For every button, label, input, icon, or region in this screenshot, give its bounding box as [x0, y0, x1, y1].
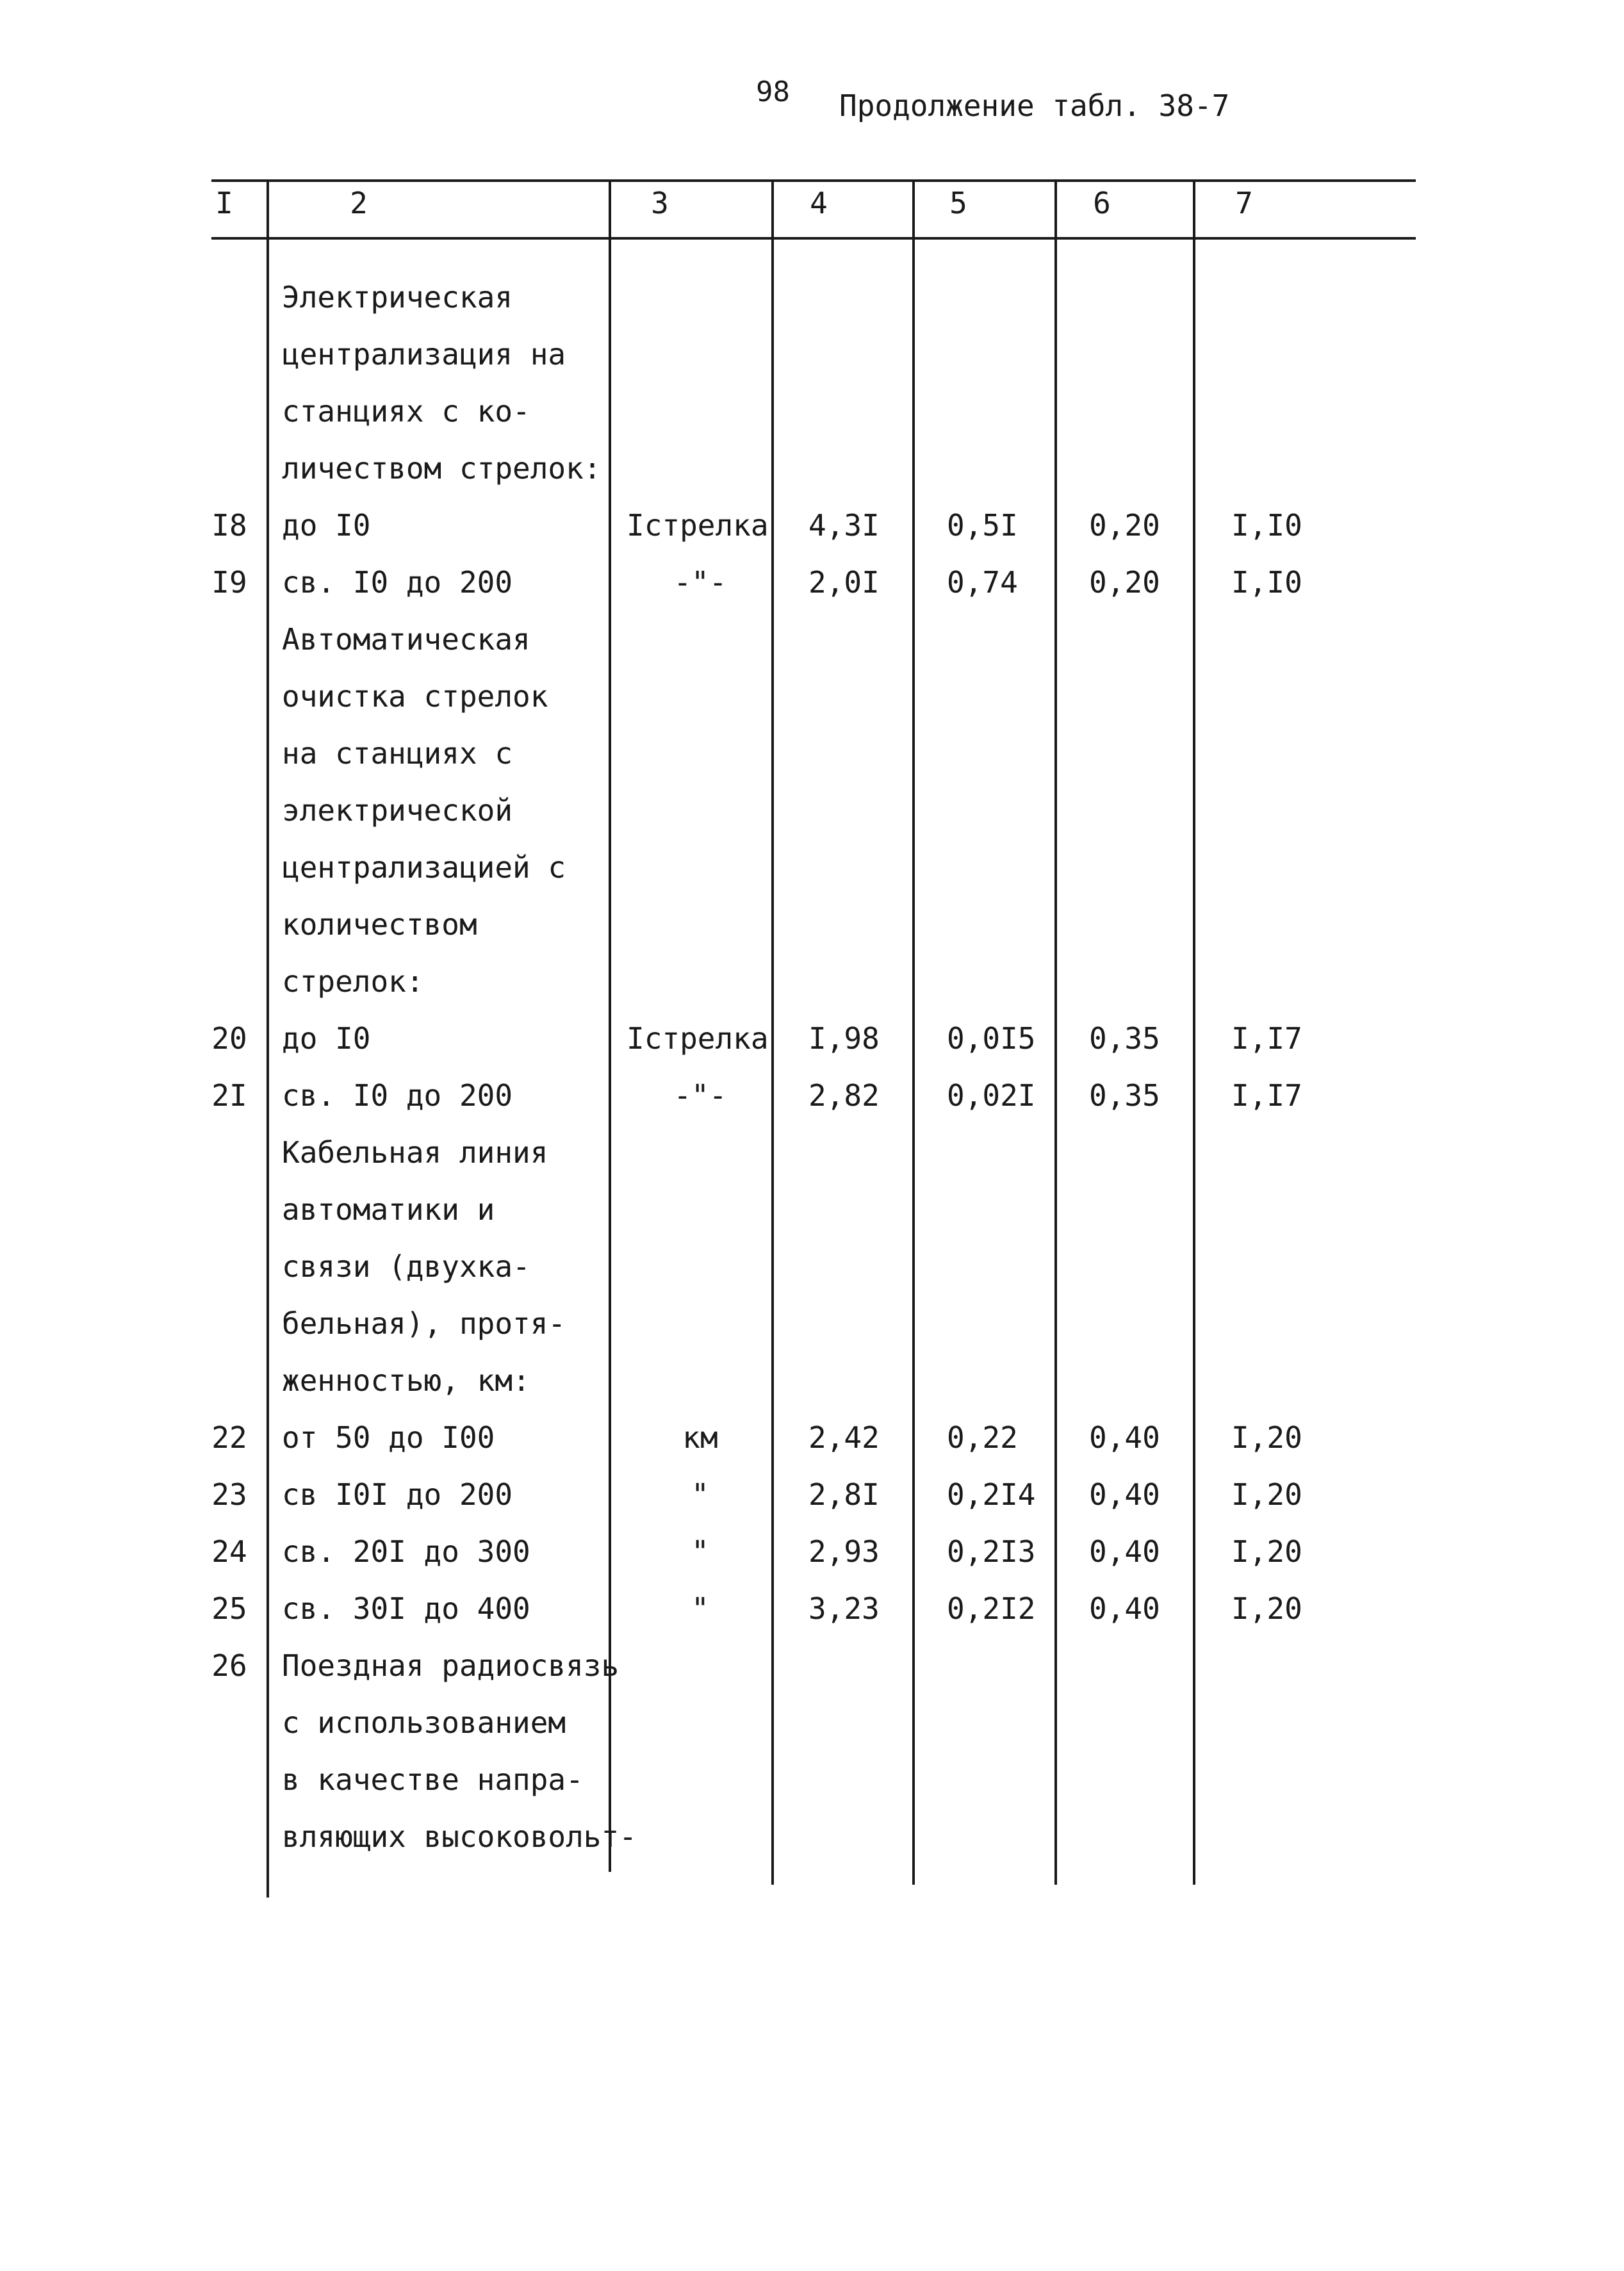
row-unit: -"- — [673, 565, 727, 600]
table-row — [0, 1067, 1624, 1124]
row-description: количеством — [282, 907, 477, 942]
column-number: 4 — [810, 186, 828, 220]
row-description: Автоматическая — [282, 622, 530, 657]
column-number: I — [215, 186, 233, 220]
row-value-col5: 0,0I5 — [947, 1021, 1036, 1056]
row-value-col5: 0,2I2 — [947, 1591, 1036, 1626]
row-description: женностью, км: — [282, 1363, 530, 1398]
table-row — [0, 1694, 1624, 1751]
row-value-col7: I,I0 — [1231, 508, 1302, 543]
column-number: 3 — [651, 186, 669, 220]
row-value-col5: 0,2I4 — [947, 1477, 1036, 1512]
row-description: Кабельная линия — [282, 1135, 548, 1170]
table-row — [0, 1751, 1624, 1808]
table-row — [0, 1409, 1624, 1466]
table-top-rule — [211, 179, 1416, 182]
row-value-col5: 0,74 — [947, 565, 1018, 600]
row-value-col7: I,20 — [1231, 1420, 1302, 1455]
page-number: 98 — [756, 76, 790, 108]
row-value-col7: I,20 — [1231, 1477, 1302, 1512]
table-row — [0, 839, 1624, 896]
row-value-col4: 2,82 — [808, 1078, 880, 1113]
row-value-col7: I,I7 — [1231, 1021, 1302, 1056]
row-value-col4: 2,93 — [808, 1534, 880, 1569]
table-row — [0, 1010, 1624, 1067]
row-description: электрической — [282, 793, 513, 828]
row-description: до I0 — [282, 508, 371, 543]
table-row — [0, 497, 1624, 554]
row-number: 23 — [211, 1477, 247, 1512]
column-number: 6 — [1093, 186, 1111, 220]
row-value-col6: 0,40 — [1089, 1591, 1160, 1626]
row-description: св. I0 до 200 — [282, 1078, 513, 1113]
row-value-col5: 0,5I — [947, 508, 1018, 543]
row-value-col7: I,20 — [1231, 1534, 1302, 1569]
table-caption: Продолжение табл. 38-7 — [839, 88, 1230, 123]
row-value-col4: 2,42 — [808, 1420, 880, 1455]
row-value-col6: 0,20 — [1089, 565, 1160, 600]
table-row — [0, 383, 1624, 440]
table-row — [0, 668, 1624, 725]
row-value-col4: 2,8I — [808, 1477, 880, 1512]
row-description: св I0I до 200 — [282, 1477, 513, 1512]
row-value-col4: 2,0I — [808, 565, 880, 600]
row-description: Поездная радиосвязь — [282, 1648, 619, 1683]
row-value-col4: 4,3I — [808, 508, 880, 543]
row-value-col7: I,I7 — [1231, 1078, 1302, 1113]
row-number: 24 — [211, 1534, 247, 1569]
row-value-col6: 0,20 — [1089, 508, 1160, 543]
row-description: св. I0 до 200 — [282, 565, 513, 600]
row-description: централизация на — [282, 337, 566, 372]
row-value-col4: 3,23 — [808, 1591, 880, 1626]
table-row — [0, 1637, 1624, 1694]
row-value-col4: I,98 — [808, 1021, 880, 1056]
table-row — [0, 1580, 1624, 1637]
row-description: автоматики и — [282, 1192, 495, 1227]
table-row — [0, 1808, 1624, 1865]
row-description: централизацией с — [282, 850, 566, 885]
table-row — [0, 725, 1624, 782]
row-number: 26 — [211, 1648, 247, 1683]
table-row — [0, 782, 1624, 839]
table-row — [0, 611, 1624, 668]
row-description: личеством стрелок: — [282, 451, 602, 486]
row-number: 2I — [211, 1078, 247, 1113]
row-description: св. 20I до 300 — [282, 1534, 530, 1569]
table-row — [0, 1181, 1624, 1238]
row-description: станциях с ко- — [282, 394, 530, 429]
row-value-col7: I,I0 — [1231, 565, 1302, 600]
row-unit: км — [682, 1420, 718, 1455]
row-description: связи (двухка- — [282, 1249, 530, 1284]
row-unit: " — [691, 1591, 709, 1626]
row-description: в качестве напра- — [282, 1762, 584, 1797]
row-number: 20 — [211, 1021, 247, 1056]
column-number: 7 — [1235, 186, 1253, 220]
row-unit: Iстрелка — [627, 508, 769, 543]
row-value-col6: 0,40 — [1089, 1420, 1160, 1455]
table-row — [0, 896, 1624, 953]
table-row — [0, 1124, 1624, 1181]
row-number: 22 — [211, 1420, 247, 1455]
row-value-col5: 0,2I3 — [947, 1534, 1036, 1569]
row-description: очистка стрелок — [282, 679, 548, 714]
table-row — [0, 440, 1624, 497]
header-bottom-rule — [211, 237, 1416, 240]
row-value-col5: 0,22 — [947, 1420, 1018, 1455]
row-unit: " — [691, 1534, 709, 1569]
row-description: Электрическая — [282, 280, 513, 315]
row-value-col6: 0,35 — [1089, 1078, 1160, 1113]
table-row — [0, 326, 1624, 383]
row-unit: " — [691, 1477, 709, 1512]
row-value-col7: I,20 — [1231, 1591, 1302, 1626]
row-number: 25 — [211, 1591, 247, 1626]
table-row — [0, 1523, 1624, 1580]
table-row — [0, 554, 1624, 611]
table-row — [0, 1238, 1624, 1295]
row-number: I8 — [211, 508, 247, 543]
row-unit: -"- — [673, 1078, 727, 1113]
row-number: I9 — [211, 565, 247, 600]
row-value-col6: 0,35 — [1089, 1021, 1160, 1056]
row-value-col6: 0,40 — [1089, 1534, 1160, 1569]
table-row — [0, 269, 1624, 326]
row-value-col5: 0,02I — [947, 1078, 1036, 1113]
table-row — [0, 1352, 1624, 1409]
row-value-col6: 0,40 — [1089, 1477, 1160, 1512]
column-number: 2 — [350, 186, 368, 220]
row-description: бельная), протя- — [282, 1306, 566, 1341]
table-row — [0, 953, 1624, 1010]
row-description: от 50 до I00 — [282, 1420, 495, 1455]
table-row — [0, 1295, 1624, 1352]
row-description: на станциях с — [282, 736, 513, 771]
row-description: св. 30I до 400 — [282, 1591, 530, 1626]
column-number: 5 — [949, 186, 967, 220]
row-description: вляющих высоковольт- — [282, 1819, 637, 1854]
row-unit: Iстрелка — [627, 1021, 769, 1056]
table-row — [0, 1466, 1624, 1523]
row-description: стрелок: — [282, 964, 424, 999]
row-description: с использованием — [282, 1705, 566, 1740]
row-description: до I0 — [282, 1021, 371, 1056]
